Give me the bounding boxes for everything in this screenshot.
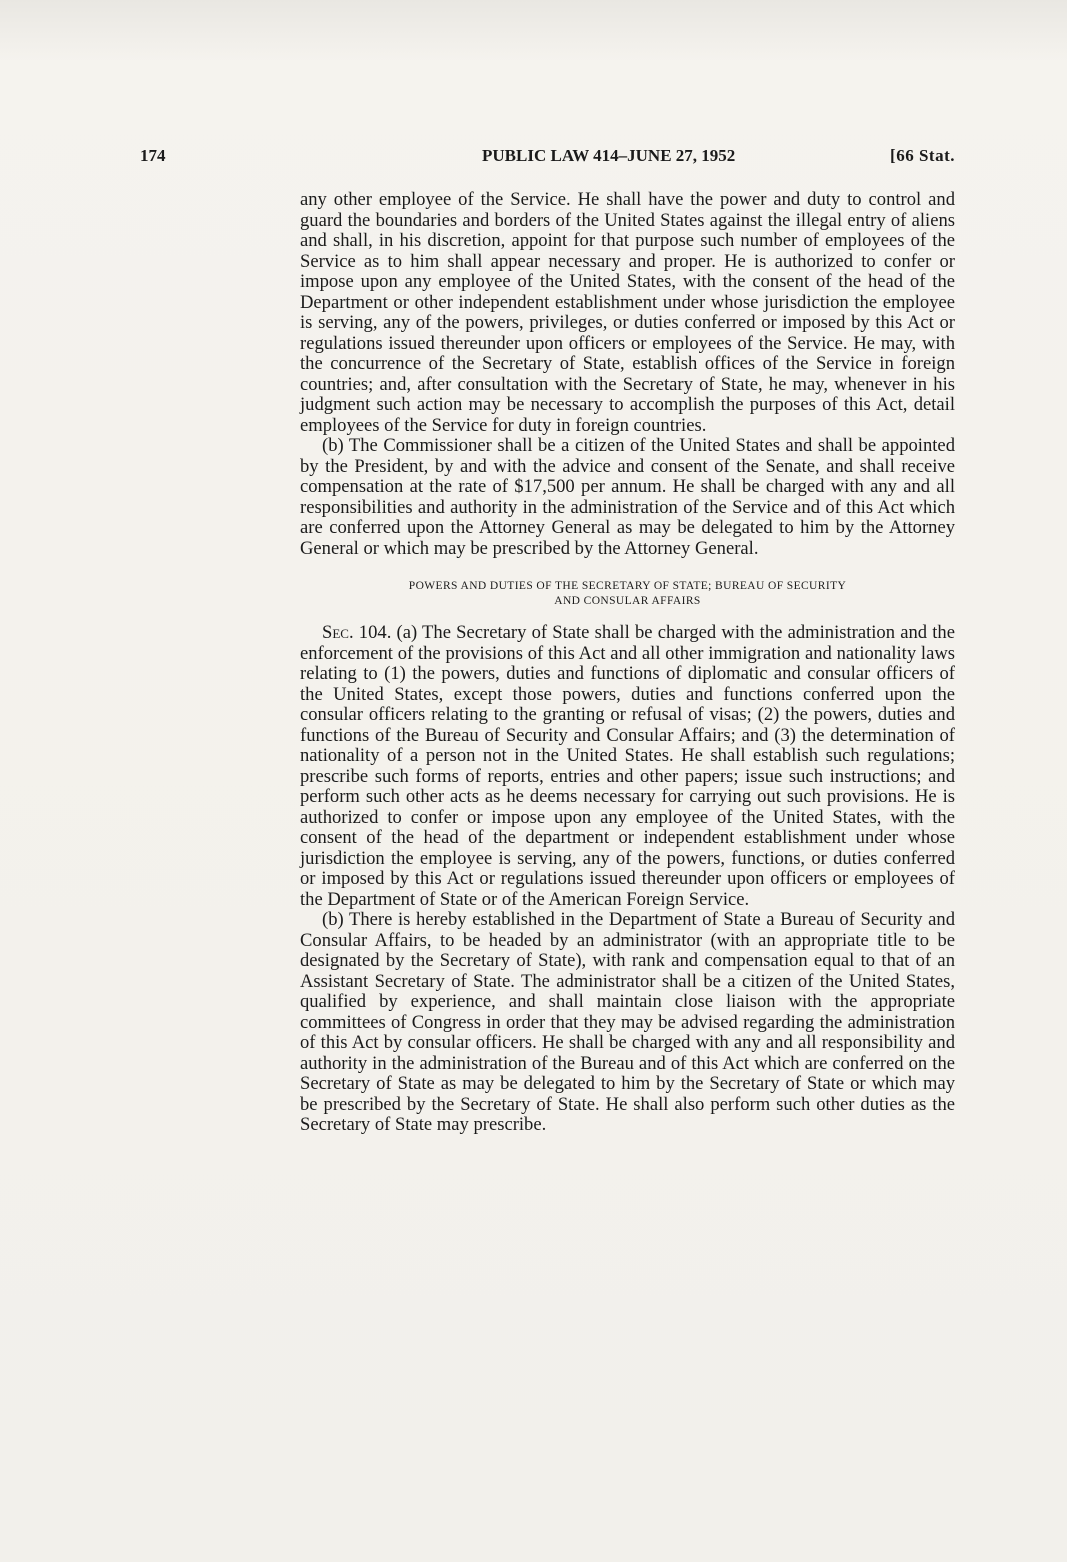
section-heading-line-2: AND CONSULAR AFFAIRS bbox=[554, 595, 701, 607]
paragraph-sec-104-b: (b) There is hereby established in the Department of State a Bureau of Security and Consular Affairs, to be headed by an administrator (with an appropriate title to be designated by the Secretary of State), with rank and compensation equal to that of an Assistant Secretary of State. The administrator shall be a citizen of the United States, qualified by experience, and shall maintain close liaison with the appropriate committees of Congress in order that they may be advised regarding the administration of this Act by consular officers. He shall be charged with any and all responsibility and authority in the administration of the Bureau and of this Act which are conferred on the Secretary of State as may be delegated to him by the Secretary of State or which may be prescribed by the Secretary of State. He shall also perform such other duties as the Secretary of State may prescribe. bbox=[300, 909, 955, 1135]
statute-reference: [66 Stat. bbox=[890, 146, 955, 165]
page-header bbox=[140, 146, 955, 172]
section-heading-line-1: POWERS AND DUTIES OF THE SECRETARY OF STATE; BUREAU OF SECURITY bbox=[408, 580, 847, 592]
section-heading bbox=[300, 579, 955, 609]
sec-104-a-text: (a) The Secretary of State shall be charged with the administration and the enforcement of the provisions of this Act and all other immigration and nationality laws relating to (1) the powers, duties and functions of diplomatic and consular officers of the United States, except those powers, duties and functions conferred upon the consular officers relating to the granting or refusal of visas; (2) the powers, duties and functions of the Bureau of Security and Consular Affairs; and (3) the determination of nationality of a person not in the United States. He shall establish such regulations; prescribe such forms of reports, entries and other papers; issue such instructions; and perform such other acts as he deems necessary for carrying out such provisions. He is authorized to confer or impose upon any employee of the United States, with the consent of the head of the department or independent establishment under whose jurisdiction the employee is serving, any of the powers, functions, or duties conferred or imposed by this Act or regulations issued thereunder upon officers or employees of the Department of State or of the American Foreign Service. bbox=[300, 622, 955, 910]
paragraph-subsection-b-commissioner: (b) The Commissioner shall be a citizen of the United States and shall be appointed by the President, by and with the advice and consent of the Senate, and shall receive compensation at the rate of $17,500 per annum. He shall be charged with any and all responsibilities and authority in the administration of the Service and of this Act which are conferred upon the Attorney General as may be delegated to him by the Attorney General or which may be prescribed by the Attorney General. bbox=[300, 435, 955, 559]
page-number: 174 bbox=[140, 146, 166, 165]
body-text bbox=[300, 190, 955, 1136]
paragraph-continuation: any other employee of the Service. He shall have the power and duty to control and guard the boundaries and borders of the United States against the illegal entry of aliens and shall, in his discretion, appoint for that purpose such number of employees of the Service as to him shall appear necessary and proper. He is authorized to confer or impose upon any employee of the United States, with the consent of the head of the Department or other independent establishment under whose jurisdiction the employee is serving, any of the powers, privileges, or duties conferred or imposed by this Act or regulations issued thereunder upon officers or employees of the Service. He may, with the concurrence of the Secretary of State, establish offices of the Service in foreign countries; and, after consultation with the Secretary of State, he may, whenever in his judgment such action may be necessary to accomplish the purposes of this Act, detail employees of the Service for duty in foreign countries. bbox=[300, 189, 955, 436]
running-title: PUBLIC LAW 414–JUNE 27, 1952 bbox=[482, 146, 736, 165]
scan-edge-shadow bbox=[0, 0, 1067, 60]
paragraph-sec-104-a bbox=[300, 623, 955, 910]
section-label: Sec. 104. bbox=[322, 622, 392, 643]
